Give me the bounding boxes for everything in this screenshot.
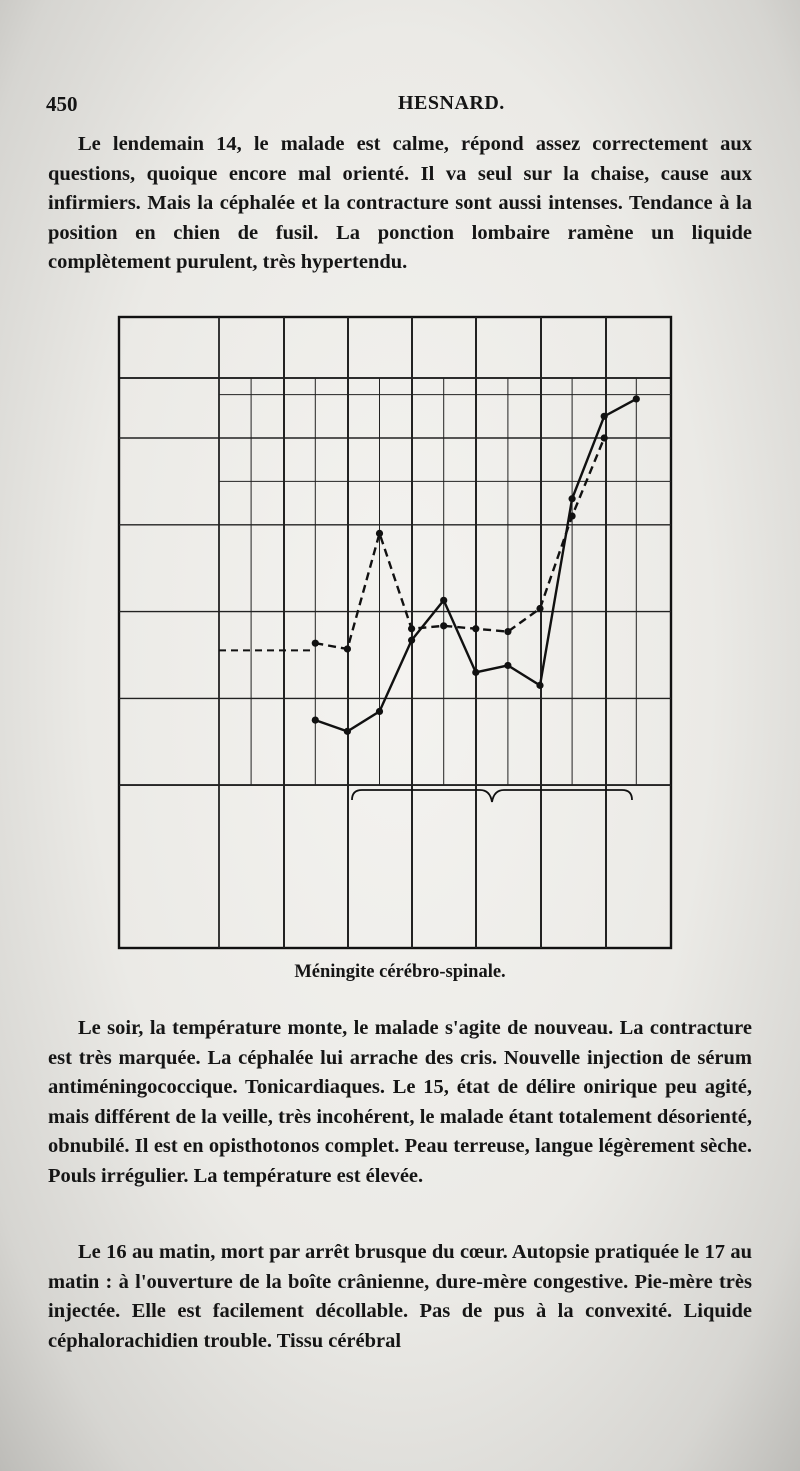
- series-point-P: [408, 625, 415, 632]
- series-point-T: [472, 669, 479, 676]
- syndrome-bracket: [352, 790, 632, 802]
- series-point-T: [312, 717, 319, 724]
- paragraph-2: Le soir, la température monte, le malade s'agite de nouveau. La contracture est très marquée. La céphalée lui arrache des cris. Nouvelle injection de sérum antiméningococcique. Tonicardiaques. Le 15, état de délire onirique peu agité, mais différent de la veille, très incohérent, le malade étant totalement désorienté, obnubilé. Il est en opisthotonos complet. Peau terreuse, langue légèrement sèche. Pouls irrégulier. La température est élevée.: [48, 1017, 752, 1187]
- series-point-P: [472, 625, 479, 632]
- series-point-T: [569, 495, 576, 502]
- series-point-T: [504, 662, 511, 669]
- series-point-P: [376, 530, 383, 537]
- series-point-P: [312, 640, 319, 647]
- paragraph-3: Le 16 au matin, mort par arrêt brusque du cœur. Autopsie pratiquée le 17 au matin : à l'ouverture de la boîte crânienne, dure-mère congestive. Pie-mère très injectée. Elle est facilement décollable. Pas de pus à la convexité. Liquide céphalorachidien trouble. Tissu cérébral: [48, 1241, 752, 1352]
- series-point-T: [601, 413, 608, 420]
- paragraph-1: Le lendemain 14, le malade est calme, répond assez correctement aux questions, quoique encore mal orienté. Il va seul sur la chaise, cause aux infirmiers. Mais la céphalée et la contracture sont aussi intenses. Tendance à la position en chien de fusil. La ponction lombaire ramène un liquide complètement purulent, très hypertendu.: [48, 133, 752, 273]
- series-point-P: [440, 622, 447, 629]
- page-number: 450: [46, 92, 78, 116]
- series-point-T: [344, 728, 351, 735]
- series-point-P: [536, 605, 543, 612]
- running-head: HESNARD.: [398, 92, 505, 114]
- series-point-P: [344, 645, 351, 652]
- series-point-T: [536, 682, 543, 689]
- series-point-P: [504, 628, 511, 635]
- series-line-P: [315, 438, 604, 649]
- series-point-T: [408, 637, 415, 644]
- series-point-T: [633, 395, 640, 402]
- figure-caption: Méningite cérébro-spinale.: [294, 962, 506, 982]
- chart-frame: [119, 317, 671, 948]
- series-point-P: [569, 512, 576, 519]
- series-point-P: [601, 434, 608, 441]
- series-point-T: [440, 597, 447, 604]
- series-point-T: [376, 708, 383, 715]
